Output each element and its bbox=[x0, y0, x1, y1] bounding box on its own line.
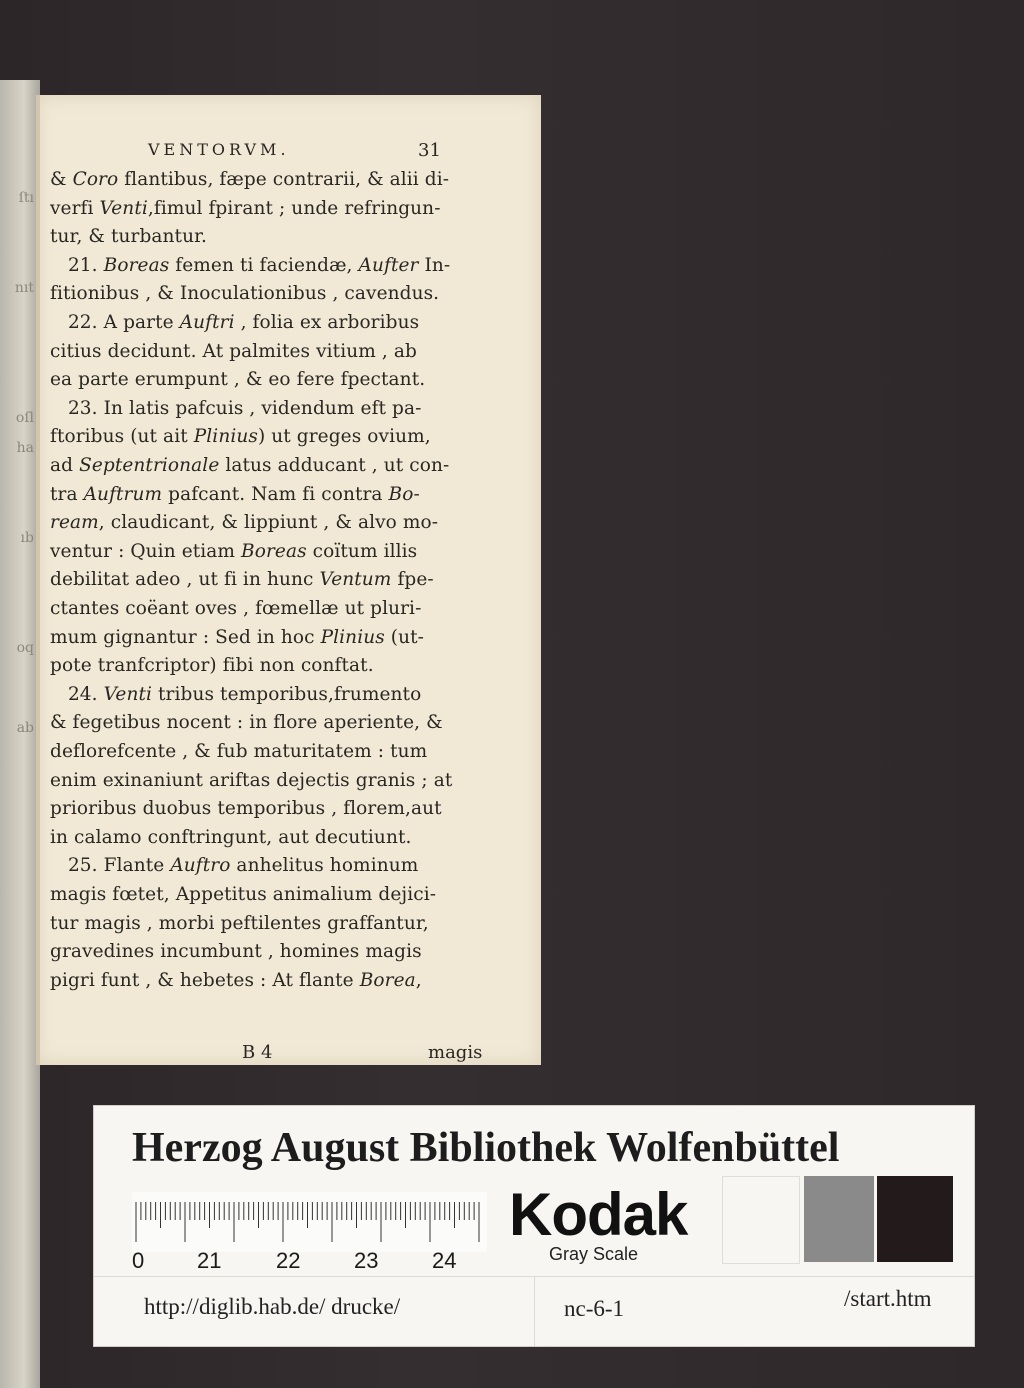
text-line: 25. Flante Auftro anhelitus hominum bbox=[50, 855, 419, 877]
book-page bbox=[36, 95, 541, 1065]
text-line: mum gignantur : Sed in hoc Plinius (ut- bbox=[50, 626, 425, 648]
ruler-label: 24 bbox=[432, 1248, 457, 1273]
text-line: & Coro flantibus, fæpe contrarii, & alii di- bbox=[50, 169, 450, 190]
page-number: 31 bbox=[418, 140, 441, 161]
start-page-path: /start.htm bbox=[844, 1286, 932, 1311]
digital-library-url: http://diglib.hab.de/ drucke/ bbox=[144, 1294, 401, 1319]
page-gutter bbox=[36, 95, 40, 1065]
gray-scale-label: Gray Scale bbox=[549, 1244, 639, 1264]
text-line: magis fœtet, Appetitus animalium dejici- bbox=[50, 884, 437, 905]
text-line: debilitat adeo , ut fi in hunc Ventum fpe- bbox=[50, 569, 434, 591]
text-line: gravedines incumbunt , homines magis bbox=[50, 941, 422, 963]
kodak-logo: Kodak bbox=[509, 1181, 688, 1248]
catchword: magis bbox=[428, 1042, 483, 1063]
text-line: ea parte erumpunt , & eo fere fpectant. bbox=[50, 369, 426, 391]
gray-swatch bbox=[804, 1176, 874, 1262]
library-target-card bbox=[93, 1105, 975, 1347]
text-line: verfi Venti,fimul fpirant ; unde refringun- bbox=[50, 197, 441, 219]
text-line: ftoribus (ut ait Plinius) ut greges ovium, bbox=[50, 426, 431, 448]
text-line: 23. In latis pafcuis , videndum eft pa- bbox=[50, 397, 422, 419]
text-line: ad Septentrionale latus adducant , ut con- bbox=[50, 455, 450, 476]
running-title: VENTORVM. bbox=[148, 140, 290, 159]
ruler-scale bbox=[132, 1192, 487, 1252]
text-line: 24. Venti tribus temporibus,frumento bbox=[50, 683, 422, 705]
text-line: pote tranfcriptor) fibi non conftat. bbox=[50, 655, 374, 677]
ruler-label: 23 bbox=[354, 1248, 379, 1273]
text-line: ream, claudicant, & lippiunt , & alvo mo- bbox=[50, 512, 439, 534]
text-line: 22. A parte Auftri , folia ex arboribus bbox=[50, 312, 420, 333]
text-line: tra Auftrum pafcant. Nam fi contra Bo- bbox=[50, 483, 420, 505]
text-line: tur magis , morbi peftilentes graffantur, bbox=[50, 912, 429, 934]
text-line: fitionibus , & Inoculationibus , cavendus. bbox=[50, 283, 440, 305]
adjacent-page-edge: ſtı nıt oſl ha ıb oq ab bbox=[0, 80, 40, 1388]
text-line: prioribus duobus temporibus , florem,aut bbox=[50, 798, 442, 820]
text-line: in calamo conftringunt, aut decutiunt. bbox=[50, 826, 412, 848]
ruler-label: 21 bbox=[197, 1248, 222, 1273]
white-swatch bbox=[722, 1176, 800, 1264]
shelfmark-code: nc-6-1 bbox=[564, 1296, 625, 1321]
library-name: Herzog August Bibliothek Wolfenbüttel bbox=[132, 1125, 840, 1171]
text-line: 21. Boreas femen ti faciendæ, Aufter In- bbox=[50, 254, 451, 276]
text-line: ventur : Quin etiam Boreas coïtum illis bbox=[50, 540, 418, 562]
text-line: tur, & turbantur. bbox=[50, 226, 207, 248]
text-line: & fegetibus nocent : in flore aperiente, & bbox=[50, 712, 443, 734]
signature-mark: B 4 bbox=[242, 1042, 273, 1063]
text-line: ctantes coëant oves , fœmellæ ut pluri- bbox=[50, 598, 422, 619]
text-line: citius decidunt. At palmites vitium , ab bbox=[50, 340, 417, 362]
ruler-label: 0 bbox=[132, 1248, 145, 1273]
text-line: pigri funt , & hebetes : At flante Borea, bbox=[50, 969, 422, 991]
text-line: deflorefcente , & fub maturitatem : tum bbox=[50, 741, 428, 762]
card-divider bbox=[534, 1276, 535, 1346]
ruler-label: 22 bbox=[276, 1248, 301, 1273]
text-line: enim exinaniunt ariftas dejectis granis ; at bbox=[50, 769, 453, 791]
black-swatch bbox=[877, 1176, 953, 1262]
